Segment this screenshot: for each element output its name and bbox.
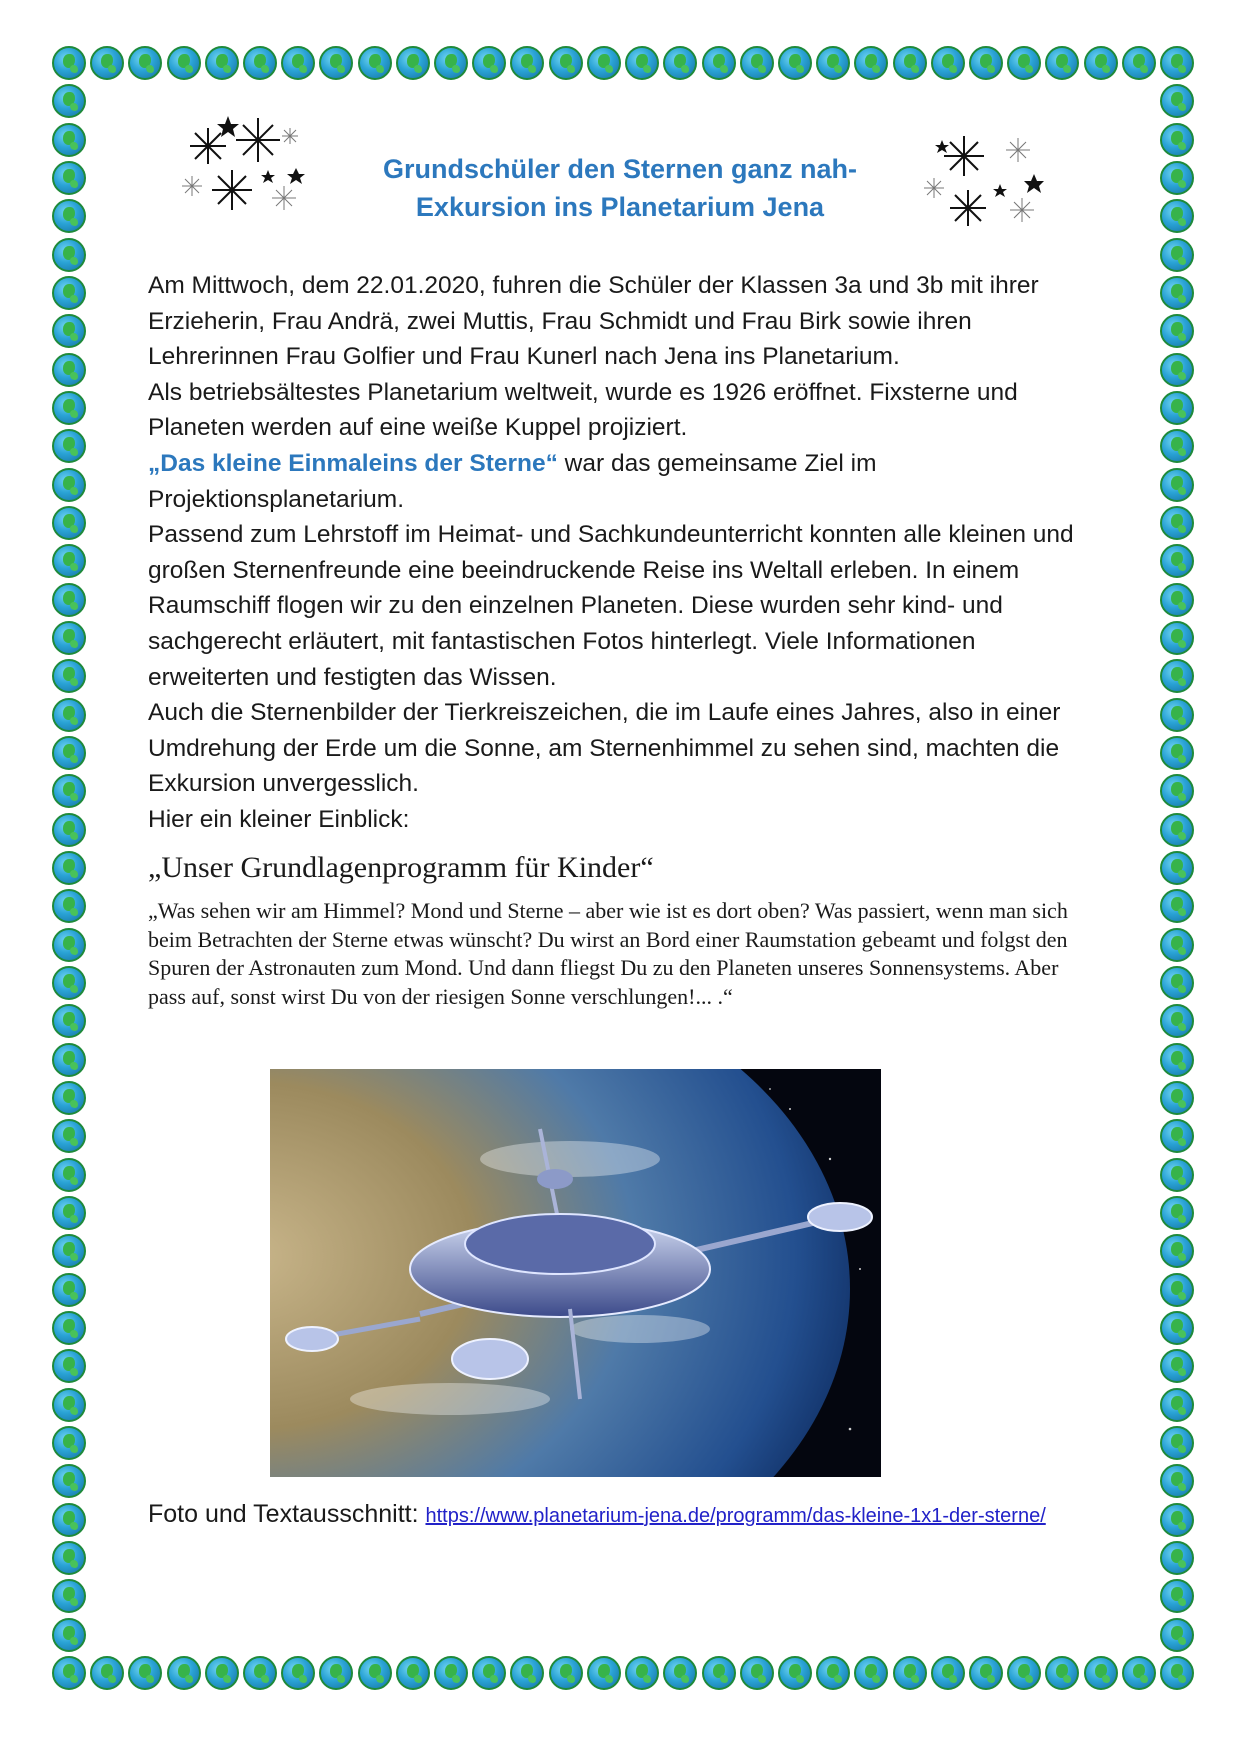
globe-icon [1160,1349,1194,1383]
paragraph-intro: Am Mittwoch, dem 22.01.2020, fuhren die Schüler der Klassen 3a und 3b mit ihrer Erzieherin, Frau Andrä, zwei Muttis, Frau Schmidt und Frau Birk sowie ihren Lehrerinnen Frau Golfier und Frau Kunerl nach Jena ins Planetarium. [148,272,1039,371]
space-station-photo [270,1069,881,1477]
globe-icon [1160,161,1194,195]
source-label: Foto und Textausschnitt: [148,1500,426,1528]
globe-icon [52,506,86,540]
globe-icon [1160,1234,1194,1268]
globe-icon [52,544,86,578]
globe-icon [702,1656,736,1690]
globe-icon [1160,314,1194,348]
globe-icon [52,736,86,770]
globe-icon [1160,736,1194,770]
globe-icon [52,429,86,463]
source-link[interactable]: https://www.planetarium-jena.de/programm/das-kleine-1x1-der-sterne/ [425,1505,1046,1527]
program-goal-text: war das gemeinsame Ziel im Projektionsplanetarium. [148,449,877,513]
globe-icon [167,46,201,80]
globe-icon [52,1311,86,1345]
globe-icon [1160,583,1194,617]
globe-icon [52,774,86,808]
globe-icon [52,1618,86,1652]
globe-icon [52,353,86,387]
globe-icon [52,1196,86,1230]
globe-icon [778,1656,812,1690]
globe-icon [1160,46,1194,80]
globe-icon [1160,1618,1194,1652]
globe-icon [663,1656,697,1690]
stars-icon-right [922,126,1057,236]
globe-icon [1160,544,1194,578]
globe-icon [52,1426,86,1460]
globe-icon [52,1043,86,1077]
globe-icon [1160,659,1194,693]
globe-icon [167,1656,201,1690]
globe-icon [1160,276,1194,310]
globe-icon [243,1656,277,1690]
paragraph-journey: Passend zum Lehrstoff im Heimat- und Sachkundeunterricht konnten alle kleinen und großen Sternenfreunde eine beeindruckende Reise ins Weltall erleben. In einem Raumschiff flogen wir zu den einzelnen Planeten. Diese wurden sehr kind- und sachgerecht erläutert, mit fantastischen Fotos hinterlegt. Viele Informationen erweiterten und festigten das Wissen. [148,521,1074,691]
globe-icon [52,276,86,310]
globe-icon [1160,468,1194,502]
globe-icon [1160,851,1194,885]
globe-icon [587,46,621,80]
globe-icon [52,1388,86,1422]
globe-icon [1084,1656,1118,1690]
globe-icon [52,391,86,425]
globe-icon [52,889,86,923]
globe-icon [52,1579,86,1613]
globe-icon [1045,1656,1079,1690]
globe-icon [52,123,86,157]
globe-icon [52,583,86,617]
globe-icon [434,46,468,80]
globe-icon [1160,889,1194,923]
globe-icon [702,46,736,80]
globe-icon [549,46,583,80]
globe-icon [1160,123,1194,157]
globe-icon [52,468,86,502]
globe-icon [1160,84,1194,118]
paragraph-preview: Hier ein kleiner Einblick: [148,805,410,833]
globe-icon [358,1656,392,1690]
globe-icon [778,46,812,80]
globe-icon [52,1234,86,1268]
globe-icon [510,46,544,80]
globe-icon [1160,621,1194,655]
globe-icon [969,46,1003,80]
globe-icon [1160,1464,1194,1498]
globe-icon [1160,1196,1194,1230]
globe-icon [1160,1119,1194,1153]
globe-icon [90,46,124,80]
globe-icon [52,1119,86,1153]
program-quote: „Was sehen wir am Himmel? Mond und Sterne – aber wie ist es dort oben? Was passiert, wenn man sich beim Betrachten der Sterne etwas wünscht? Du wirst an Bord einer Raumstation gebeamt und folgst den Spuren der Astronauten zum Mond. Und dann fliegst Du zu den Planeten unseres Sonnensystems. Aber pass auf, sonst wirst Du von der riesigen Sonne verschlungen!... .“ [148,898,1068,1009]
globe-icon [854,46,888,80]
globe-icon [128,1656,162,1690]
globe-icon [816,46,850,80]
globe-icon [52,1158,86,1192]
globe-icon [893,46,927,80]
globe-icon [52,1349,86,1383]
globe-icon [52,1464,86,1498]
globe-icon [1160,928,1194,962]
globe-icon [1160,1004,1194,1038]
globe-icon [281,1656,315,1690]
globe-icon [510,1656,544,1690]
globe-icon [52,966,86,1000]
globe-icon [472,46,506,80]
globe-icon [90,1656,124,1690]
globe-icon [740,1656,774,1690]
globe-icon [1160,1426,1194,1460]
globe-icon [625,46,659,80]
globe-icon [52,698,86,732]
globe-icon [1160,698,1194,732]
globe-icon [1160,1656,1194,1690]
globe-icon [1160,506,1194,540]
globe-icon [1045,46,1079,80]
globe-icon [931,1656,965,1690]
globe-icon [128,46,162,80]
globe-icon [1160,238,1194,272]
globe-icon [740,46,774,80]
globe-icon [52,199,86,233]
globe-icon [1160,813,1194,847]
globe-icon [1160,1579,1194,1613]
program-heading: „Unser Grundlagenprogramm für Kinder“ [148,851,654,884]
globe-icon [1160,391,1194,425]
globe-icon [52,1273,86,1307]
globe-icon [52,238,86,272]
paragraph-program [148,446,1098,517]
globe-icon [1122,1656,1156,1690]
globe-icon [1160,1158,1194,1192]
globe-icon [52,851,86,885]
globe-icon [52,1656,86,1690]
globe-icon [625,1656,659,1690]
program-title-highlight: „Das kleine Einmaleins der Sterne“ [148,449,558,477]
globe-icon [52,1541,86,1575]
globe-icon [1122,46,1156,80]
globe-icon [52,46,86,80]
paragraph-history: Als betriebsältestes Planetarium weltweit, wurde es 1926 eröffnet. Fixsterne und Planeten werden auf eine weiße Kuppel projiziert. [148,378,1018,442]
globe-icon [205,46,239,80]
source-credit [148,1498,1098,1533]
globe-icon [1160,429,1194,463]
globe-icon [549,1656,583,1690]
globe-icon [1160,353,1194,387]
globe-icon [1007,46,1041,80]
globe-icon [1160,966,1194,1000]
globe-icon [396,1656,430,1690]
globe-icon [1160,199,1194,233]
globe-icon [52,928,86,962]
page-title [330,150,910,226]
globe-icon [319,46,353,80]
globe-icon [281,46,315,80]
globe-icon [1084,46,1118,80]
globe-icon [52,1004,86,1038]
globe-icon [1160,1043,1194,1077]
globe-icon [52,1503,86,1537]
globe-icon [893,1656,927,1690]
paragraph-zodiac: Auch die Sternenbilder der Tierkreiszeichen, die im Laufe eines Jahres, also in einer Umdrehung der Erde um die Sonne, am Sternenhimmel zu sehen sind, machten die Exkursion unvergesslich. [148,699,1061,798]
globe-icon [854,1656,888,1690]
globe-icon [396,46,430,80]
globe-icon [663,46,697,80]
title-line-1: Grundschüler den Sternen ganz nah- [382,154,858,184]
article-body [148,268,1098,838]
globe-icon [243,46,277,80]
globe-icon [434,1656,468,1690]
globe-icon [205,1656,239,1690]
globe-icon [931,46,965,80]
globe-icon [1160,1388,1194,1422]
globe-icon [319,1656,353,1690]
globe-icon [1160,774,1194,808]
globe-icon [52,84,86,118]
globe-icon [358,46,392,80]
globe-icon [52,1081,86,1115]
globe-icon [1007,1656,1041,1690]
globe-icon [587,1656,621,1690]
globe-icon [52,314,86,348]
globe-icon [1160,1541,1194,1575]
globe-icon [969,1656,1003,1690]
globe-icon [52,161,86,195]
globe-icon [1160,1273,1194,1307]
globe-icon [816,1656,850,1690]
globe-icon [52,621,86,655]
globe-icon [1160,1311,1194,1345]
globe-icon [52,813,86,847]
globe-icon [472,1656,506,1690]
globe-icon [1160,1081,1194,1115]
stars-icon-left [178,108,318,218]
globe-icon [1160,1503,1194,1537]
globe-icon [52,659,86,693]
title-line-2: Exkursion ins Planetarium Jena [415,192,825,222]
